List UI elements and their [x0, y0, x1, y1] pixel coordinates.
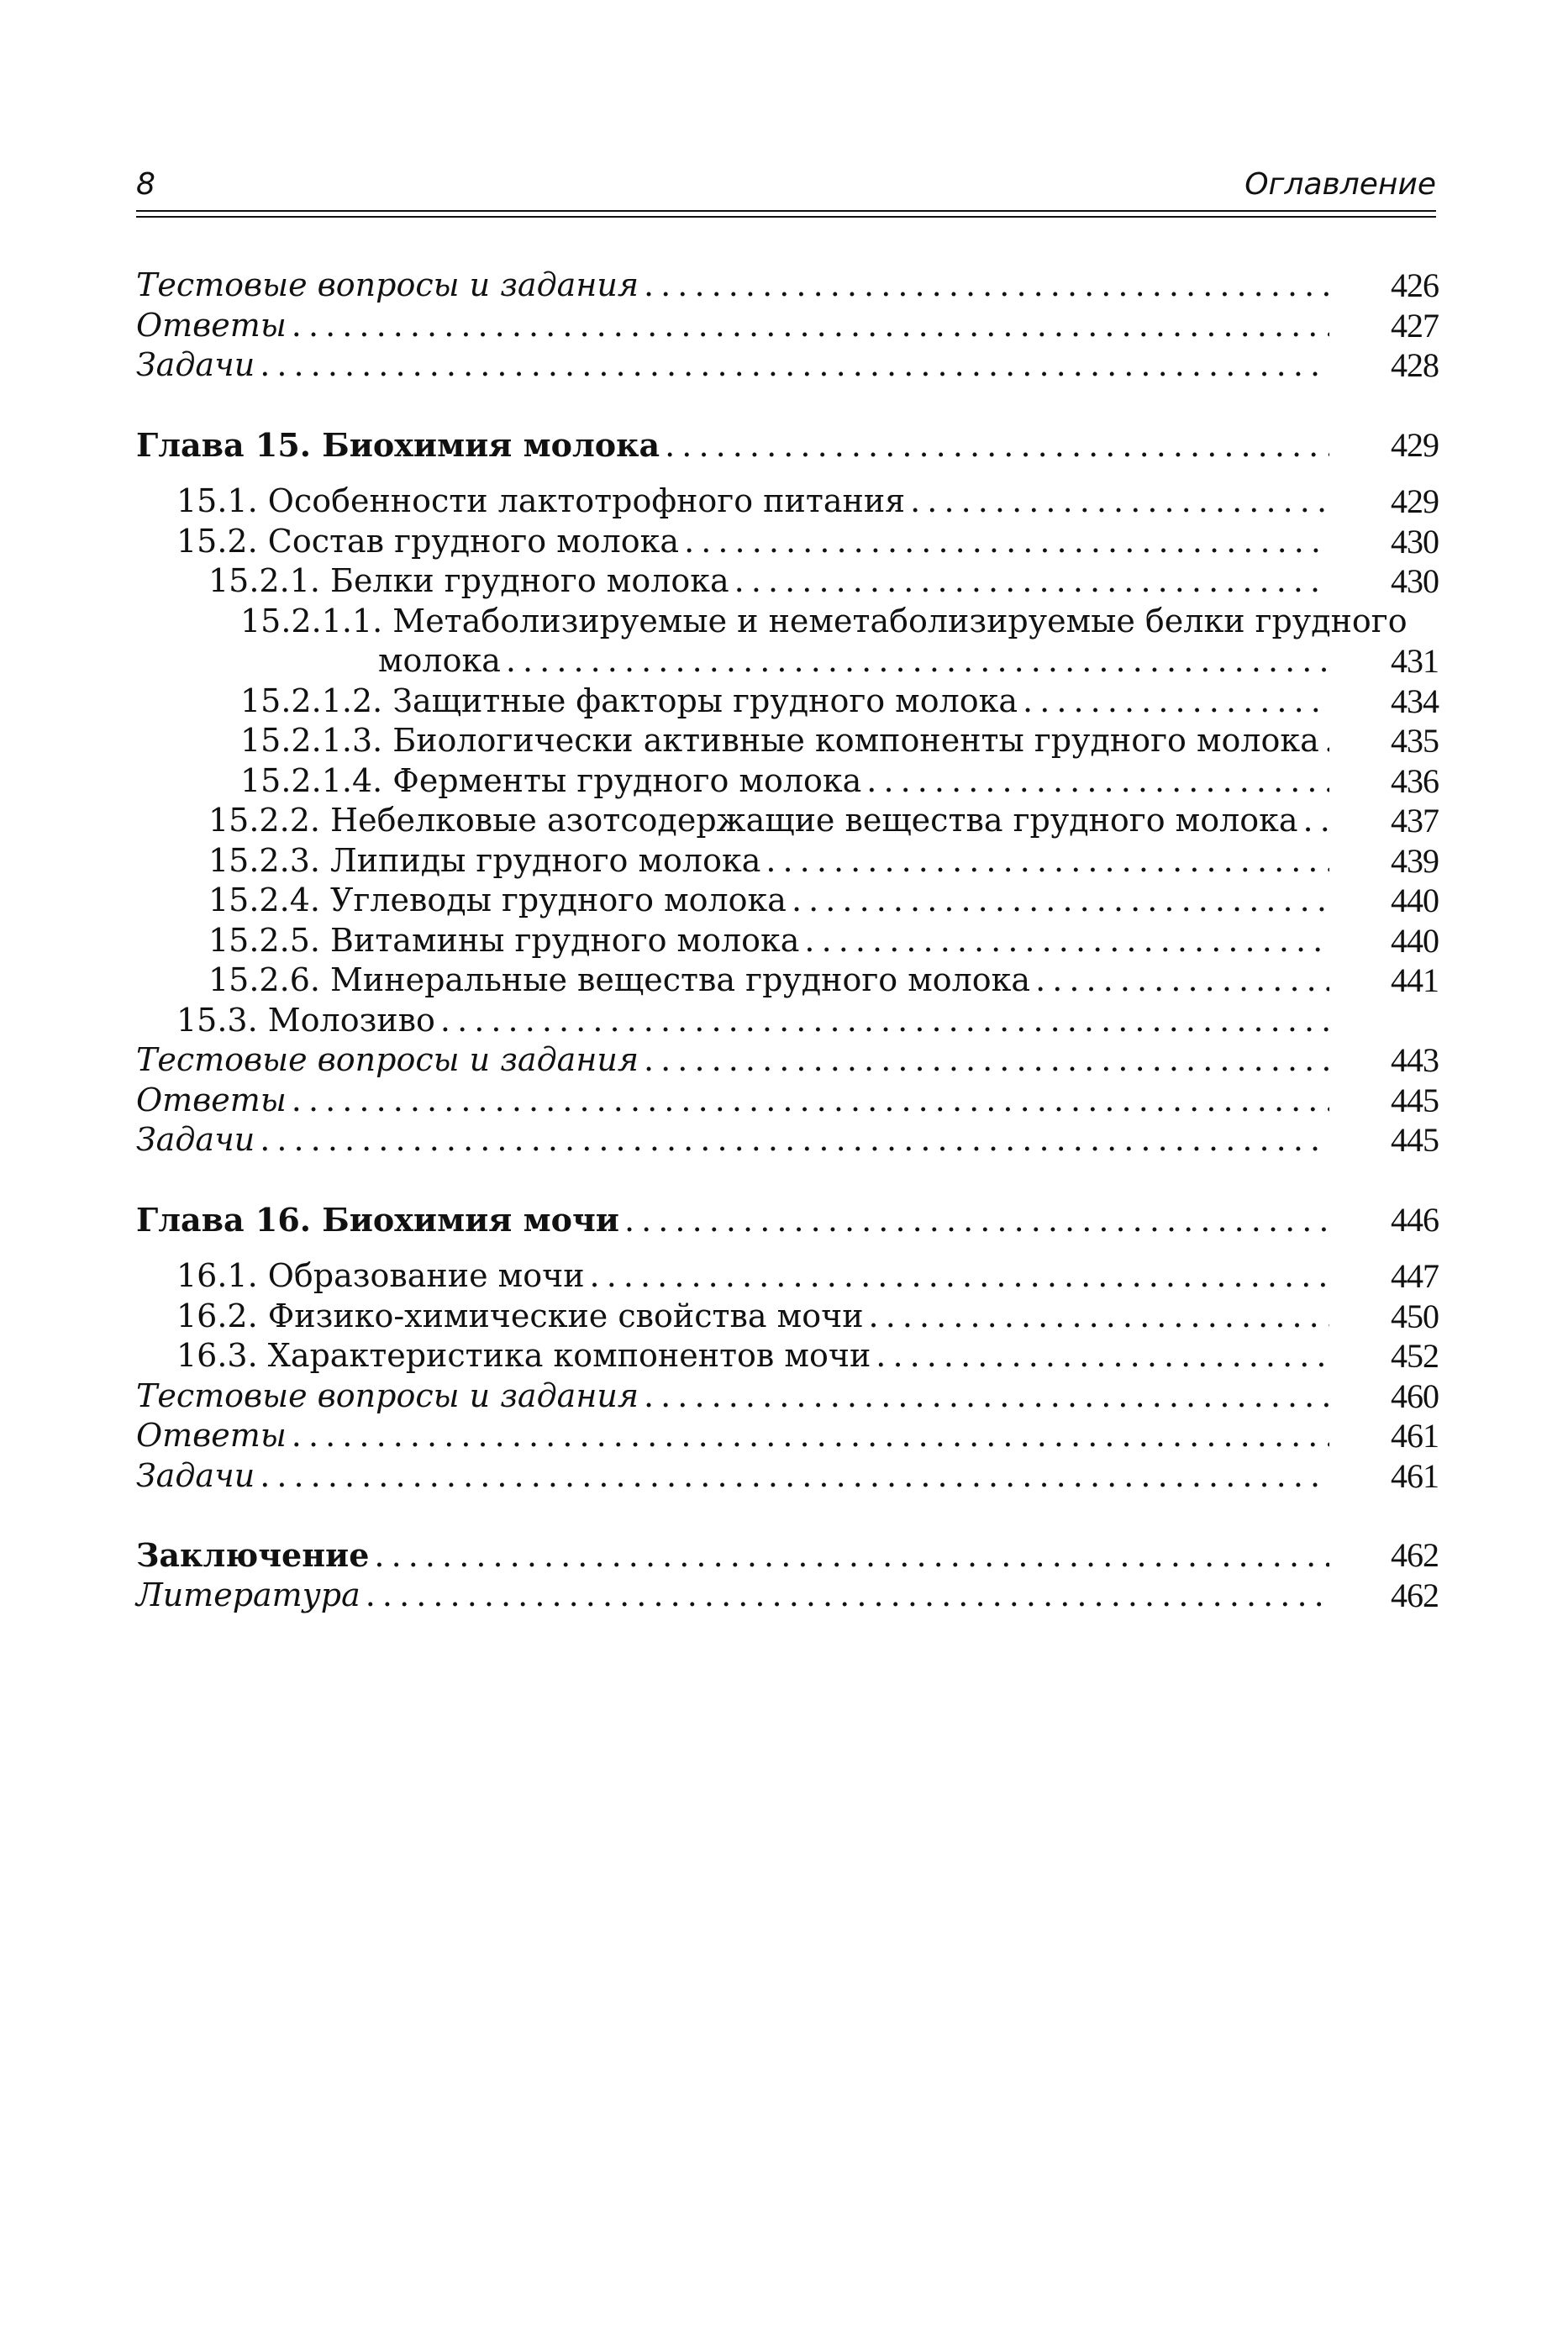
running-title: Оглавление — [1244, 167, 1436, 202]
toc-entry-tests[interactable] — [136, 266, 1439, 306]
toc-section-15-3[interactable] — [136, 1001, 1439, 1041]
leader-dots — [292, 306, 1329, 345]
leader-dots — [866, 761, 1329, 801]
toc-entry-title: 16.1. Образование мочи — [176, 1257, 585, 1294]
leader-dots — [1023, 682, 1329, 721]
toc-section-15-2-1[interactable] — [136, 561, 1439, 602]
toc-entry-title: молока — [378, 642, 501, 679]
toc-entry-title: 15.2.1.2. Защитные факторы грудного молока — [240, 682, 1018, 719]
toc-entry-title: Задачи — [136, 1121, 255, 1158]
leader-dots — [590, 1256, 1329, 1296]
spacer — [136, 1160, 1439, 1200]
toc-section-16-2[interactable] — [136, 1297, 1439, 1337]
toc-conclusion[interactable] — [136, 1535, 1439, 1576]
toc-section-15-1[interactable] — [136, 482, 1439, 522]
leader-dots — [804, 921, 1329, 960]
toc-entry-tests[interactable] — [136, 1376, 1439, 1417]
leader-dots — [1035, 960, 1329, 1000]
leader-dots — [766, 841, 1329, 881]
page-header — [136, 168, 1436, 220]
toc-entry-title: 15.2. Состав грудного молока — [176, 522, 680, 560]
toc-section-15-2-6[interactable] — [136, 960, 1439, 1001]
toc-entry-page: 427 — [1391, 306, 1439, 345]
leader-dots — [374, 1536, 1329, 1576]
toc-section-15-2-1-3[interactable] — [136, 721, 1439, 761]
toc-section-15-2-3[interactable] — [136, 841, 1439, 882]
toc-section-15-2-1-1-cont[interactable] — [136, 641, 1439, 682]
toc-entry-problems[interactable] — [136, 1456, 1439, 1497]
toc-entry-title: 15.2.1.3. Биологически активные компоненты грудного молока — [240, 722, 1319, 759]
leader-dots — [734, 561, 1329, 601]
toc-entry-problems[interactable] — [136, 1120, 1439, 1160]
toc-entry-page: 429 — [1391, 425, 1439, 464]
header-rule — [136, 210, 1436, 212]
toc-entry-title: 15.2.1. Белки грудного молока — [208, 562, 729, 599]
toc-entry-page: 450 — [1391, 1297, 1439, 1335]
leader-dots — [366, 1576, 1329, 1615]
toc-entry-page: 452 — [1391, 1337, 1439, 1375]
leader-dots — [260, 1456, 1329, 1496]
toc-entry-page: 446 — [1391, 1200, 1439, 1239]
toc-entry-page: 441 — [1391, 961, 1439, 999]
spacer — [136, 386, 1439, 425]
toc-entry-title: 16.2. Физико-химические свойства мочи — [176, 1297, 864, 1334]
toc-entry-page: 445 — [1391, 1121, 1439, 1159]
leader-dots — [260, 345, 1329, 385]
toc-entry-page: 437 — [1391, 802, 1439, 839]
spacer — [136, 1239, 1439, 1256]
leader-dots — [910, 482, 1329, 521]
toc-entry-page: 434 — [1391, 682, 1439, 720]
leader-dots — [644, 1376, 1329, 1416]
toc-entry-page: 436 — [1391, 761, 1439, 800]
spacer — [136, 1496, 1439, 1535]
toc-entry-title: Задачи — [136, 346, 255, 383]
toc-entry-answers[interactable] — [136, 306, 1439, 346]
toc-entry-title: 15.2.5. Витамины грудного молока — [208, 921, 800, 959]
toc-entry-title: Ответы — [136, 1081, 287, 1118]
leader-dots — [260, 1120, 1329, 1160]
toc-entry-title: Тестовые вопросы и задания — [136, 1376, 639, 1414]
toc-entry-page: 430 — [1391, 522, 1439, 561]
toc-entry-page: 435 — [1391, 722, 1439, 760]
toc-entry-page: 461 — [1391, 1417, 1439, 1455]
toc-entry-page: 460 — [1391, 1376, 1439, 1415]
leader-dots — [792, 881, 1329, 920]
toc-entry-page: 429 — [1391, 482, 1439, 520]
toc-entry-page: 439 — [1391, 841, 1439, 880]
toc-entry-title: 16.3. Характеристика компонентов мочи — [176, 1337, 871, 1374]
toc-entry-answers[interactable] — [136, 1416, 1439, 1456]
toc-section-15-2-4[interactable] — [136, 881, 1439, 921]
toc-section-15-2-1-1[interactable] — [136, 602, 1439, 642]
toc-entry-title: 15.2.4. Углеводы грудного молока — [208, 882, 787, 918]
leader-dots — [644, 1040, 1329, 1080]
toc-entry-page: 445 — [1391, 1081, 1439, 1119]
toc-entry-title: Тестовые вопросы и задания — [136, 266, 639, 303]
leader-dots — [1324, 721, 1329, 760]
leader-dots — [624, 1201, 1329, 1240]
leader-dots — [440, 1001, 1329, 1040]
toc-entry-page: 431 — [1391, 642, 1439, 680]
toc-section-15-2-2[interactable] — [136, 801, 1439, 841]
page-number: 8 — [136, 167, 155, 202]
toc-entry-title: Глава 16. Биохимия мочи — [136, 1200, 619, 1239]
header-rule-double — [136, 216, 1436, 218]
toc-entry-answers[interactable] — [136, 1081, 1439, 1121]
leader-dots — [292, 1081, 1329, 1120]
toc-entry-tests[interactable] — [136, 1040, 1439, 1081]
toc-entry-page: 430 — [1391, 562, 1439, 600]
toc-entry-title: 15.3. Молозиво — [176, 1001, 435, 1039]
toc-entry-page: 447 — [1391, 1257, 1439, 1295]
toc-chapter-16[interactable] — [136, 1200, 1439, 1240]
toc-entry-title: Литература — [136, 1576, 360, 1613]
toc-entry-title: Заключение — [136, 1536, 370, 1574]
toc-entry-problems[interactable] — [136, 345, 1439, 386]
toc-literature[interactable] — [136, 1576, 1439, 1616]
toc-entry-title: Глава 15. Биохимия молока — [136, 425, 660, 464]
leader-dots — [876, 1336, 1329, 1376]
leader-dots — [665, 426, 1329, 466]
toc-section-15-2-5[interactable] — [136, 921, 1439, 961]
toc-entry-title: Ответы — [136, 306, 287, 344]
toc-entry-page: 461 — [1391, 1456, 1439, 1495]
leader-dots — [684, 522, 1329, 561]
toc-entry-page: 428 — [1391, 346, 1439, 384]
spacer — [136, 465, 1439, 482]
toc-entry-page: 462 — [1391, 1576, 1439, 1614]
toc-entry-title: 15.2.6. Минеральные вещества грудного молока — [208, 961, 1031, 998]
toc-entry-page: 462 — [1391, 1536, 1439, 1574]
leader-dots — [292, 1416, 1329, 1455]
toc-section-15-2-1-4[interactable] — [136, 761, 1439, 802]
toc-section-15-2[interactable] — [136, 522, 1439, 562]
toc-entry-page: 440 — [1391, 882, 1439, 919]
toc-entry-title: Ответы — [136, 1417, 287, 1454]
table-of-contents — [136, 266, 1439, 1615]
leader-dots — [869, 1297, 1329, 1336]
toc-entry-title: 15.2.2. Небелковые азотсодержащие вещества грудного молока — [208, 802, 1298, 839]
toc-section-16-3[interactable] — [136, 1336, 1439, 1376]
toc-entry-page: 443 — [1391, 1041, 1439, 1079]
toc-entry-title: 15.2.3. Липиды грудного молока — [208, 841, 761, 879]
toc-entry-title: Тестовые вопросы и задания — [136, 1041, 639, 1078]
toc-section-15-2-1-2[interactable] — [136, 682, 1439, 722]
toc-entry-title: Задачи — [136, 1456, 255, 1494]
toc-entry-page: 440 — [1391, 921, 1439, 960]
leader-dots — [644, 266, 1329, 305]
toc-section-16-1[interactable] — [136, 1256, 1439, 1297]
toc-entry-title: 15.2.1.1. Метаболизируемые и неметаболизируемые белки грудного — [240, 602, 1408, 639]
leader-dots — [1303, 801, 1329, 840]
toc-entry-title: 15.2.1.4. Ферменты грудного молока — [240, 761, 862, 799]
toc-chapter-15[interactable] — [136, 425, 1439, 466]
toc-entry-page: 426 — [1391, 266, 1439, 304]
leader-dots — [506, 641, 1329, 681]
toc-entry-title: 15.1. Особенности лактотрофного питания — [176, 482, 906, 519]
